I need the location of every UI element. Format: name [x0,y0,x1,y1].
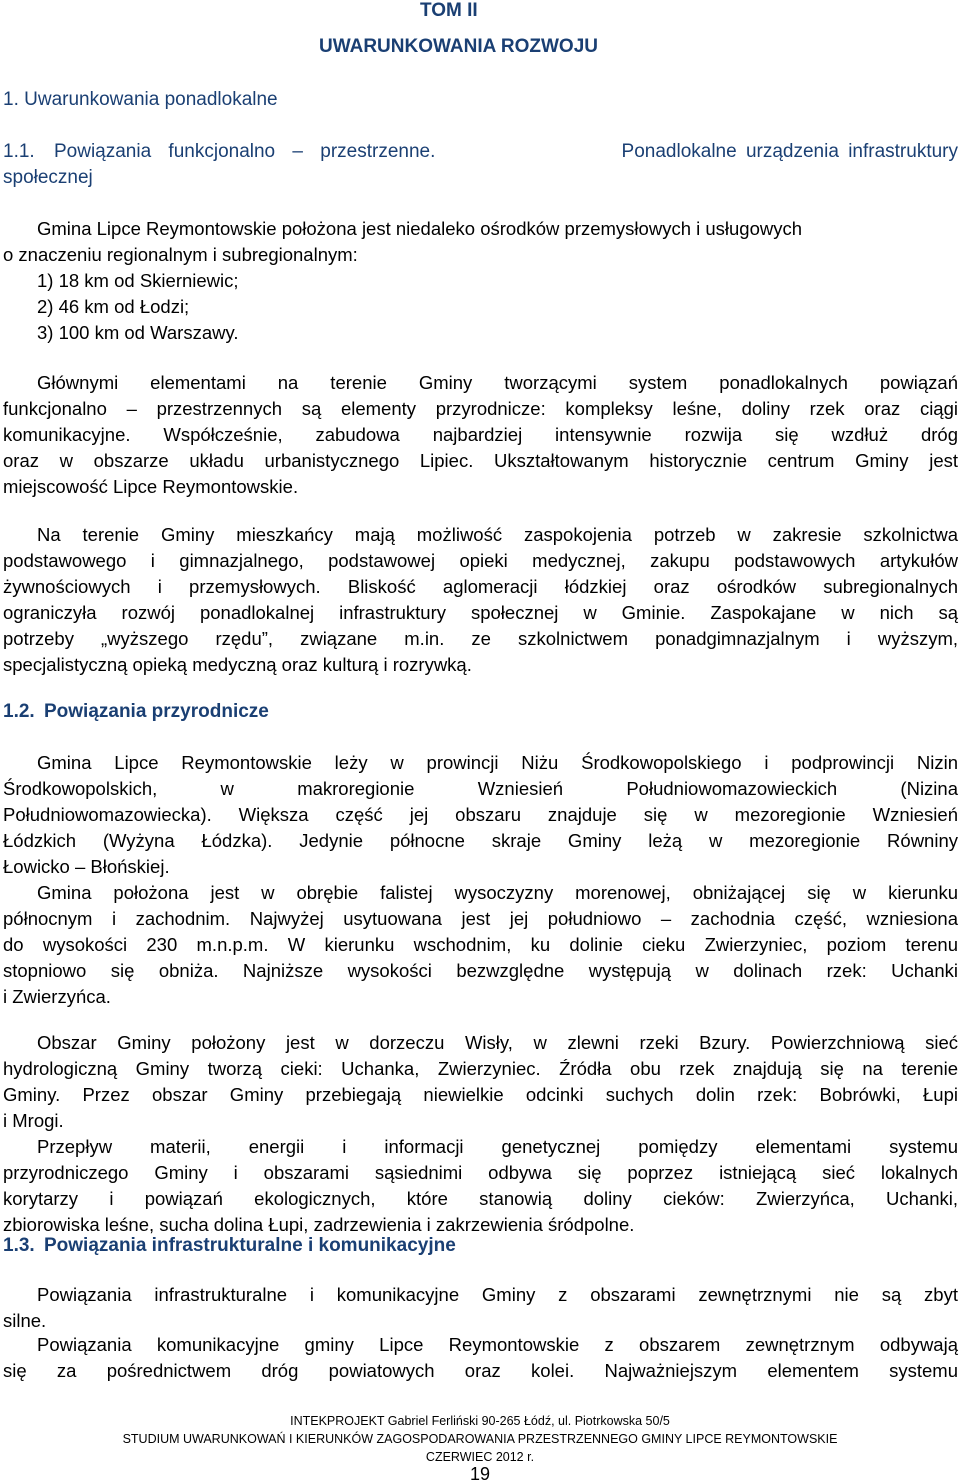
paragraph-line: Południowomazowiecka). Większa część jej obszaru znajduje się w mezoregionie Wzniesień [3,804,958,825]
paragraph-line: oraz w obszarze układu urbanistycznego Lipiec. Ukształtowanym historycznie centrum Gminy jest [3,450,958,471]
heading-text-tail: Ponadlokalne urządzenia infrastruktury [621,141,958,162]
section-heading-1-2 [3,700,269,724]
paragraph-line: Łowicko – Błońskiej. [3,856,170,877]
heading-number: 1.1. [3,141,35,162]
paragraph-line: specjalistyczną opieką medyczną oraz kulturą i rozrywką. [3,654,472,675]
heading-text: Powiązania funkcjonalno – przestrzenne. [53,141,436,162]
paragraph-line: stopniowo się obniża. Najniższe wysokości bezwzględne występują w dolinach rzek: Uchanki [3,960,958,981]
paragraph-line: Gmina Lipce Reymontowskie leży w prowincji Niżu Środkowopolskiego i podprowincji Nizin [37,752,958,773]
paragraph-line: Powiązania infrastrukturalne i komunikacyjne Gminy z obszarami zewnętrznymi nie są zbyt [37,1284,958,1305]
paragraph-line: funkcjonalno – przestrzennych są elementy przyrodnicze: kompleksy leśne, doliny rzek oraz ciągi [3,398,958,419]
list-item: 3) 100 km od Warszawy. [37,322,239,343]
footer-date: CZERWIEC 2012 r. [425,1450,535,1464]
paragraph-line: silne. [3,1310,47,1331]
paragraph-line: Powiązania komunikacyjne gminy Lipce Reymontowskie z obszarem zewnętrznym odbywają [37,1334,958,1355]
volume-title: TOM II [420,0,478,21]
paragraph-line: północnym i zachodnim. Najwyżej usytuowana jest jej południowo – zachodnia część, wzniesiona [3,908,958,929]
paragraph-line: podstawowego i gimnazjalnego, podstawowej opieki medycznej, zakupu podstawowych artykułów [3,550,958,571]
paragraph-line: i Zwierzyńca. [3,986,111,1007]
paragraph-line: się za pośrednictwem dróg powiatowych oraz kolei. Najważniejszym elementem systemu [3,1360,958,1381]
section-heading-1-1-line2: społecznej [3,167,93,188]
paragraph-line: Gmina położona jest w obrębie falistej wysoczyzny morenowej, obniżającej się w kierunku [37,882,958,903]
paragraph-line: miejscowość Lipce Reymontowskie. [3,476,299,497]
paragraph-line: Gmina Lipce Reymontowskie położona jest niedaleko ośrodków przemysłowych i usługowych [37,218,803,239]
page-number: 19 [469,1464,491,1484]
paragraph-line: Na terenie Gminy mieszkańcy mają możliwość zaspokojenia potrzeb w zakresie szkolnictwa [37,524,958,545]
section-heading-1-3 [3,1234,456,1258]
paragraph-line: hydrologiczną Gminy tworzą cieki: Uchanka, Zwierzyniec. Źródła obu rzek znajdują się na terenie [3,1058,958,1079]
paragraph-line: przyrodniczego Gminy i obszarami sąsiednimi odbywa się poprzez istniejącą sieć lokalnych [3,1162,958,1183]
list-item: 2) 46 km od Łodzi; [37,296,190,317]
paragraph-line: ograniczyła rozwój ponadlokalnej infrastruktury społecznej w Gminie. Zaspokajane w nich są [3,602,958,623]
heading-text: Powiązania infrastrukturalne i komunikacyjne [43,1235,456,1256]
footer-document-title: STUDIUM UWARUNKOWAŃ I KIERUNKÓW ZAGOSPODAROWANIA PRZESTRZENNEGO GMINY LIPCE REYMONTOWSKIE [122,1432,838,1446]
paragraph-line: żywnościowych i przemysłowych. Bliskość aglomeracji łódzkiej oraz ośrodków subregionalnych [3,576,958,597]
paragraph-line: Obszar Gminy położony jest w dorzeczu Wisły, w zlewni rzeki Bzury. Powierzchniową sieć [37,1032,958,1053]
paragraph-line: komunikacyjne. Współcześnie, zabudowa najbardziej intensywnie rozwija się wzdłuż dróg [3,424,958,445]
paragraph-line: Przepływ materii, energii i informacji genetycznej pomiędzy elementami systemu [37,1136,958,1157]
paragraph-line: Łódzkich (Wyżyna Łódzka). Jedynie północne skraje Gminy leżą w mezoregionie Równiny [3,830,958,851]
heading-number: 1.3. [3,1235,35,1256]
section-heading-1-1 [3,140,958,164]
paragraph-line: o znaczeniu regionalnym i subregionalnym: [3,244,358,265]
paragraph-line: Środkowopolskich, w makroregionie Wzniesień Południowomazowieckich (Nizina [3,778,958,799]
paragraph-line: Głównymi elementami na terenie Gminy tworzącymi system ponadlokalnych powiązań [37,372,958,393]
paragraph-line: i Mrogi. [3,1110,64,1131]
heading-number: 1.2. [3,701,35,722]
volume-subtitle: UWARUNKOWANIA ROZWOJU [319,36,598,57]
heading-text: Powiązania przyrodnicze [43,701,269,722]
paragraph-line: do wysokości 230 m.n.p.m. W kierunku wschodnim, ku dolinie cieku Zwierzyniec, poziom terenu [3,934,958,955]
section-heading-1: 1. Uwarunkowania ponadlokalne [3,89,278,110]
footer-company: INTEKPROJEKT Gabriel Ferliński 90-265 Łódź, ul. Piotrkowska 50/5 [290,1414,670,1428]
paragraph-line: potrzeby „wyższego rzędu”, związane m.in. ze szkolnictwem ponadgimnazjalnym i wyższym, [3,628,958,649]
paragraph-line: Gminy. Przez obszar Gminy przebiegają niewielkie odcinki suchych dolin rzek: Bobrówki, Łupi [3,1084,958,1105]
list-item: 1) 18 km od Skierniewic; [37,270,239,291]
paragraph-line: korytarzy i powiązań ekologicznych, które stanowią doliny cieków: Zwierzyńca, Uchanki, [3,1188,958,1209]
paragraph-line: zbiorowiska leśne, sucha dolina Łupi, zadrzewienia i zakrzewienia śródpolne. [3,1214,635,1235]
